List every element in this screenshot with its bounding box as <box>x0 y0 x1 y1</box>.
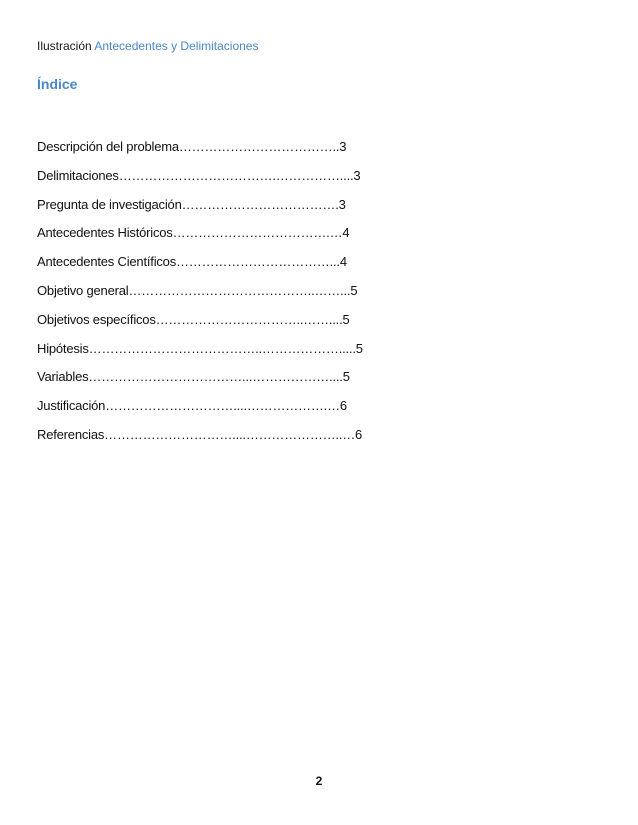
toc-entry-objetivos-especificos: Objetivos específicos……………………………..……....5 <box>37 311 350 327</box>
header-prefix: Ilustración <box>37 39 92 53</box>
index-heading: Índice <box>37 76 78 92</box>
toc-entry-descripcion: Descripción del problema………………………………..3 <box>37 139 347 154</box>
toc-entry-referencias: Referencias…………………………....…………………..…6 <box>37 426 363 442</box>
page-number: 2 <box>315 774 323 788</box>
toc-entry-antecedentes-cientificos: Antecedentes Científicos………………………………...4 <box>37 254 347 270</box>
toc-entry-pregunta: Pregunta de investigación……………………………….3 <box>37 196 346 212</box>
toc-entry-justificacion: Justificación…………………………....……………….…6 <box>37 398 347 414</box>
toc-entry-delimitaciones: Delimitaciones……………………………….……………....3 <box>37 167 361 183</box>
toc-entry-hipotesis: Hipótesis…………………………………..……………….....5 <box>37 340 363 356</box>
header-title: Antecedentes y Delimitaciones <box>94 39 259 53</box>
toc-entry-variables: Variables………………………………...………………....5 <box>37 369 350 385</box>
toc-entry-objetivo-general: Objetivo general……………………………………..……...5 <box>37 282 358 298</box>
document-header <box>37 38 258 54</box>
toc-entry-antecedentes-historicos: Antecedentes Históricos……………………………….…4 <box>37 225 350 241</box>
table-of-contents <box>37 138 367 455</box>
